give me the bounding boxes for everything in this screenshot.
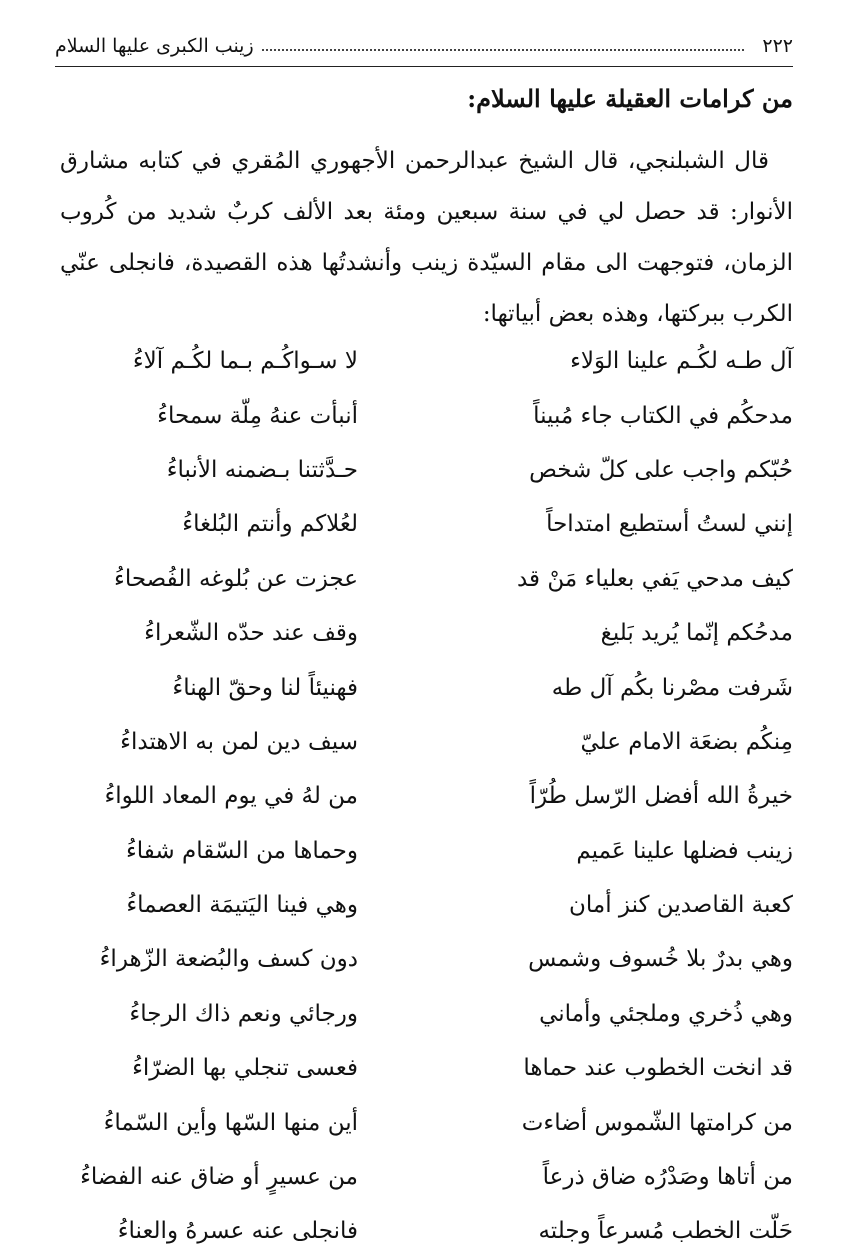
verse-line [60,1204,793,1258]
verse-second-hemistich: لا سـواكُـم بـما لكُـم آلاءُ [132,348,358,375]
verse-line [60,443,793,497]
verse-line [60,824,793,878]
verse-first-hemistich: قد انخت الخطوب عند حماها [523,1055,793,1082]
verse-second-hemistich: فعسى تنجلي بها الضرّاءُ [132,1055,358,1082]
body-paragraph [60,136,793,340]
verse-line [60,1041,793,1095]
verse-first-hemistich: وهي بدرٌ بلا خُسوف وشمس [528,946,793,973]
verse-second-hemistich: حـدَّثتنا بـضمنه الأنباءُ [166,456,358,483]
paragraph-text: قال الشبلنجي، قال الشيخ عبدالرحمن الأجهوري المُقري في كتابه مشارق الأنوار: قد حصل لي في سنة سبعين ومئة بعد الألف كربٌ شديد من كُروب الزمان، فتوجهت الى مقام السيّدة زينب وأنشدتُها هذه القصيدة، فانجلى عنّي الكرب ببركتها، وهذه بعض أبياتها: [60,148,793,327]
verse-line [60,497,793,551]
verse-line [60,715,793,769]
page-number: ٢٢٢ [762,35,793,57]
verse-second-hemistich: ورجائي ونعم ذاك الرجاءُ [129,1000,358,1027]
section-heading: من كرامات العقيلة عليها السلام: [467,84,793,113]
verse-line [60,606,793,660]
verse-first-hemistich: وهي ذُخري وملجئي وأماني [539,1000,793,1027]
poem [60,334,793,1259]
verse-line [60,552,793,606]
verse-second-hemistich: دون كسف والبُضعة الزّهراءُ [99,946,358,973]
verse-first-hemistich: زينب فضلها علينا عَميم [576,837,793,864]
verse-line [60,388,793,442]
verse-second-hemistich: عجزت عن بُلوغه الفُصحاءُ [114,565,358,592]
verse-first-hemistich: مدحكُم في الكتاب جاء مُبيناً [533,402,793,429]
verse-first-hemistich: كيف مدحي يَفي بعلياء مَنْ قد [516,565,793,592]
verse-first-hemistich: حُبّكم واجب على كلّ شخص [529,456,793,483]
verse-line [60,878,793,932]
verse-line [60,932,793,986]
verse-first-hemistich: آل طـه لكُـم علينا الوَلاء [570,348,793,375]
verse-line [60,334,793,388]
verse-first-hemistich: حَلّت الخطب مُسرعاً وجلته [538,1218,793,1245]
verse-second-hemistich: وقف عند حدّه الشّعراءُ [144,620,358,647]
verse-line [60,660,793,714]
verse-line [60,1150,793,1204]
verse-second-hemistich: فانجلى عنه عسرهُ والعناءُ [117,1218,358,1245]
verse-first-hemistich: من أتاها وصَدْرُه ضاق ذرعاً [542,1164,793,1191]
running-title: زينب الكبرى عليها السلام [55,35,254,57]
header-rule [55,66,793,67]
verse-second-hemistich: وهي فينا اليَتيمَة العصماءُ [126,892,358,919]
verse-first-hemistich: شَرفت مصْرنا بكُم آل طه [551,674,793,701]
verse-first-hemistich: مِنكُم بضعَة الامام عليّ [580,728,793,755]
page-header [55,28,793,64]
verse-line [60,1095,793,1149]
header-dot-leader [262,49,745,51]
verse-second-hemistich: سيف دين لمن به الاهتداءُ [120,728,358,755]
verse-line [60,987,793,1041]
verse-first-hemistich: كعبة القاصدين كنز أمان [569,892,793,919]
verse-first-hemistich: مدحُكم إنّما يُريد بَليغ [600,620,793,647]
verse-first-hemistich: خيرةُ الله أفضل الرّسل طُرّاً [529,783,793,810]
verse-first-hemistich: من كرامتها الشّموس أضاءت [521,1109,793,1136]
verse-second-hemistich: أين منها السّها وأين السّماءُ [103,1109,358,1136]
verse-first-hemistich: إنني لستُ أستطيع امتداحاً [546,511,793,538]
verse-second-hemistich: لعُلاكم وأنتم البُلغاءُ [182,511,358,538]
verse-second-hemistich: وحماها من السّقام شفاءُ [125,837,358,864]
verse-second-hemistich: فهنيئاً لنا وحقّ الهناءُ [172,674,358,701]
verse-second-hemistich: من عسيرٍ أو ضاق عنه الفضاءُ [80,1164,358,1191]
verse-second-hemistich: من لهُ في يوم المعاد اللواءُ [104,783,358,810]
verse-second-hemistich: أنبأت عنهُ مِلّة سمحاءُ [157,402,358,429]
verse-line [60,769,793,823]
